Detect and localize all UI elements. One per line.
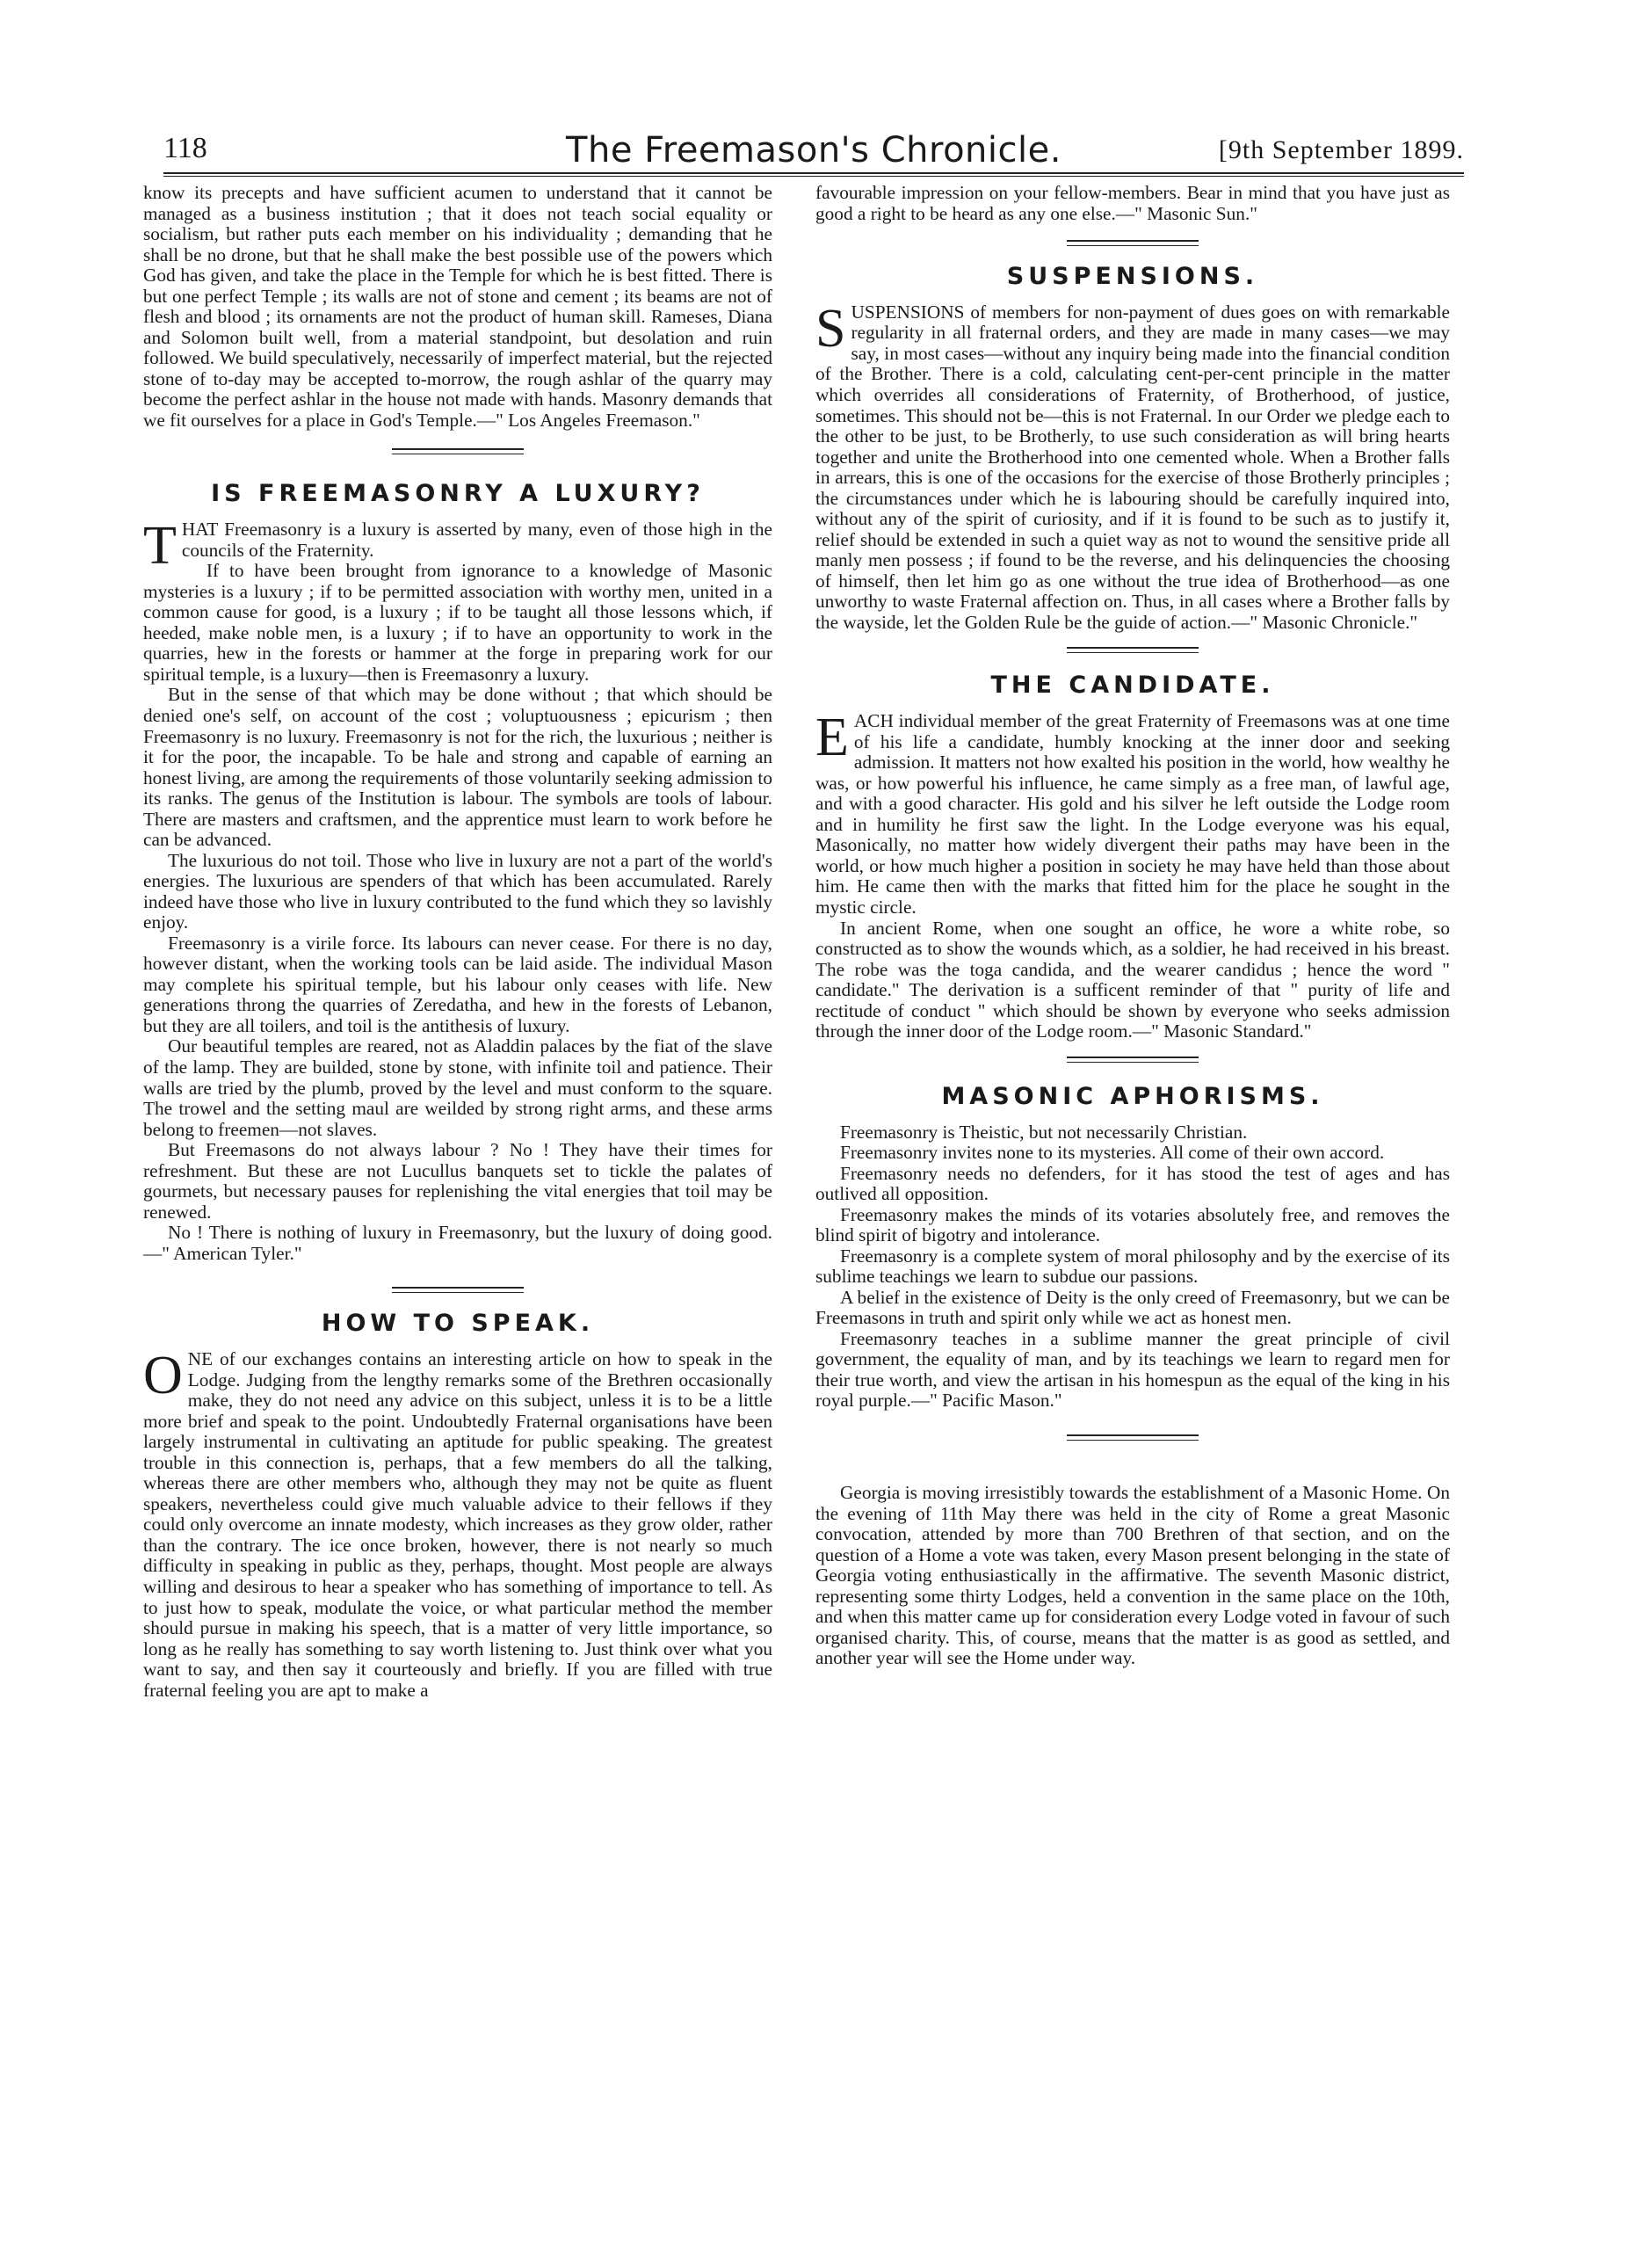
paragraph: But Freemasons do not always labour ? No ! They have their times for refreshment. But these are not Lucullus banquets set to tickle the palates of gourmets, but necessary pauses for replenishing the vital energies that toil may be renewed.	[143, 1139, 772, 1223]
heading-suspensions: SUSPENSIONS.	[1006, 263, 1259, 291]
paragraph: No ! There is nothing of luxury in Freemasonry, but the luxury of doing good.—" American Tyler."	[143, 1222, 772, 1264]
journal-title: The Freemason's Chronicle.	[566, 130, 1061, 171]
aphorism: A belief in the existence of Deity is the only creed of Freemasonry, but we can be Freemasons in truth and spirit only while we act as honest men.	[815, 1286, 1450, 1329]
paragraph: But in the sense of that which may be done without ; that which should be denied one's self, on account of the cost ; voluptuousness ; epicurism ; then Freemasonry is no luxury. Freemasonry is not for the rich, the luxurious ; neither is it for the poor, the incapable. To be hale and strong and capable of earning an honest living, are among the requirements of those voluntarily seeking admission to its ranks. The genus of the Institution is labour. The symbols are tools of labour. There are masters and craftsmen, and the apprentice must learn to work before he can be advanced.	[143, 684, 772, 851]
drop-cap: O	[143, 1346, 183, 1406]
paragraph: USPENSIONS of members for non-payment of dues goes on with remarkable regularity in all fraternal orders, and they are made in many cases—we may say, in most cases—without any inquiry being made into the financial condition of the Brother. There is a cold, calculating cent-per-cent principle in the matter which overrides all considerations of Fraternity, of Brotherhood, of justice, sometimes. This should not be—this is not Fraternal. In our Order we pledge each to the other to be just, to be Brotherly, to use such consideration as will bring hearts together and unite the Brotherhood into one cemented whole. When a Brother falls in arrears, this is one of the occasions for the exercise of those Brotherly principles ; the circumstances under which he is labouring should be carefully inquired into, without any of the spirit of curiosity, and if it is found to be such as to justify it, relief should be extended in such a quiet way as not to wound the sensitive pride all manly men possess ; if found to be the reverse, and his delinquencies the choosing of himself, then let him go as one without the true idea of Brotherhood—as one unworthy to waste Fraternal affection on. Thus, in all cases where a Brother falls by the wayside, let the Golden Rule be the guide of action.—" Masonic Chronicle."	[815, 301, 1450, 633]
header-rule	[163, 172, 1464, 174]
heading-freemasonry-luxury: IS FREEMASONRY A LUXURY?	[211, 480, 705, 508]
paragraph: Our beautiful temples are reared, not as Aladdin palaces by the fiat of the slave of the lamp. They are builded, stone by stone, with infinite toil and patience. Their walls are tried by the plumb, proved by the level and must conform to the square. The trowel and the setting maul are weilded by strong right arms, and these arms belong to freemen—not slaves.	[143, 1035, 772, 1140]
section-divider	[1067, 1057, 1199, 1063]
section-divider	[392, 1287, 524, 1293]
paragraph: In ancient Rome, when one sought an office, he wore a white robe, so constructed as to show the wounds which, as a soldier, he had received in his breast. The robe was the toga candida, and the wearer candidus ; hence the word " candidate." The derivation is a sufficent reminder of that " purity of life and rectitude of conduct " which should be shown by everyone who seeks admission through the inner door of the Lodge room.—" Masonic Standard."	[815, 917, 1450, 1042]
aphorism: Freemasonry invites none to its mysteries. All come of their own accord.	[840, 1142, 1385, 1164]
paragraph: NE of our exchanges contains an interesting article on how to speak in the Lodge. Judging from the lengthy remarks some of the Brethren occasionally make, they do not need any advice on this subject, unless it is to be a little more brief and speak to the point. Undoubtedly Fraternal organisations have been largely instrumental in cultivating an aptitude for public speaking. The greatest trouble in this connection is, perhaps, that a few members do all the talking, whereas there are other members who, although they may not be quite as fluent speakers, nevertheless could give much valuable advice to their fellows if they could only overcome an innate modesty, which increases as they grow older, rather than the contrary. The ice once broken, however, there is not nearly so much difficulty in speaking in public as they, perhaps, thought. Most people are always willing and desirous to hear a speaker who has something of importance to tell. As to just how to speak, modulate the voice, or what particular method the member should pursue in making his speech, that is a matter of very little importance, so long as he really has something to say worth listening to. Just think over what you want to say, and then say it courteously and briefly. If you are filled with true fraternal feeling you are apt to make a	[143, 1348, 772, 1701]
paragraph: If to have been brought from ignorance to a knowledge of Masonic mysteries is a luxury ; if to be permitted association with worthy men, united in a common cause for good, is a luxury ; if to be taught all those lessons which, if heeded, make noble men, is a luxury ; if to have an opportunity to work in the quarries, hew in the forests or hammer at the forge in preparing work for our spiritual temple, is a luxury—then is Freemasonry a luxury.	[143, 560, 772, 685]
drop-cap: E	[815, 708, 849, 768]
header-rule-thin	[163, 176, 1464, 177]
paragraph: The luxurious do not toil. Those who live in luxury are not a part of the world's energies. The luxurious are spenders of that which has been accumulated. Rarely indeed have those who live in luxury contributed to the fund which they so lavishly enjoy.	[143, 849, 772, 933]
paragraph-georgia-home: Georgia is moving irresistibly towards the establishment of a Masonic Home. On the evening of 11th May there was held in the city of Rome a great Masonic convocation, attended by more than 700 Brethren of that section, and on the question of a Home a vote was taken, every Mason present belonging in the state of Georgia voting enthusiastically in the affirmative. The seventh Masonic district, representing some thirty Lodges, held a convention in the same place on the 10th, and when this matter came up for consideration every Lodge voted in favour of such organised charity. This, of course, means that the matter is as good as settled, and another year will see the Home under way.	[815, 1481, 1450, 1669]
paragraph: Freemasonry is a virile force. Its labours can never cease. For there is no day, however distant, when the working tools can be laid aside. The individual Mason may complete his spiritual temple, but his labour only ceases with life. New generations throng the quarries of Zeredatha, and hew in the forests of Lebanon, but they are all toilers, and toil is the antithesis of luxury.	[143, 932, 772, 1036]
section-divider	[1067, 647, 1199, 653]
heading-the-candidate: THE CANDIDATE.	[990, 672, 1275, 700]
left-column	[143, 183, 772, 1701]
aphorism: Freemasonry is Theistic, but not necessarily Christian.	[840, 1121, 1248, 1143]
right-column	[815, 183, 1450, 1669]
article-continuation: favourable impression on your fellow-members. Bear in mind that you have just as good a right to be heard as any one else.—" Masonic Sun."	[815, 182, 1450, 224]
paragraph: ACH individual member of the great Fraternity of Freemasons was at one time of his life a candidate, humbly knocking at the inner door and seeking admission. It matters not how exalted his position in the world, how wealthy he was, or how powerful his influence, he came simply as a free man, of lawful age, and with a good character. His gold and his silver he left outside the Lodge room and in humility he first saw the light. In the Lodge everyone was his equal, Masonically, no matter how widely divergent their paths may have been in the world, or how much higher a position in society he may have held than those about him. He came then with the marks that fitted him for the place he sought in the mystic circle.	[815, 710, 1450, 918]
article-continuation: know its precepts and have sufficient acumen to understand that it cannot be managed as a business institution ; that it does not teach social equality or socialism, but rather puts each member on his individuality ; demanding that he shall be no drone, but that he shall make the best possible use of the powers which God has given, and take the place in the Temple for which he is best fitted. There is but one perfect Temple ; its walls are not of stone and cement ; its beams are not of flesh and blood ; its ornaments are not the product of human skill. Rameses, Diana and Solomon built well, from a material standpoint, but desolation and ruin followed. We build speculatively, necessarily of imperfect material, but the rejected stone of to-day may be accepted to-morrow, the rough ashlar of the quarry may become the perfect ashlar in the house not made with hands. Masonry demands that we fit ourselves for a place in God's Temple.—" Los Angeles Freemason."	[143, 182, 772, 431]
paragraph: HAT Freemasonry is a luxury is asserted by many, even of those high in the councils of the Fraternity.	[181, 519, 772, 561]
aphorism: Freemasonry teaches in a sublime manner the great principle of civil government, the equality of man, and by its teachings we learn to regard men for their true worth, and view the artisan in his homespun as the equal of the king in his royal purple.—" Pacific Mason."	[815, 1327, 1450, 1412]
heading-masonic-aphorisms: MASONIC APHORISMS.	[941, 1082, 1324, 1110]
section-divider	[392, 448, 524, 454]
page-header	[163, 132, 1464, 176]
drop-cap: S	[815, 298, 846, 359]
section-divider	[1067, 240, 1199, 246]
heading-how-to-speak: HOW TO SPEAK.	[321, 1310, 595, 1338]
drop-cap: T	[143, 516, 177, 577]
aphorism: Freemasonry is a complete system of moral philosophy and by the exercise of its sublime teachings we learn to subdue our passions.	[815, 1245, 1450, 1288]
issue-date: [9th September 1899.	[1218, 135, 1464, 164]
aphorism: Freemasonry needs no defenders, for it has stood the test of ages and has outlived all opposition.	[815, 1162, 1450, 1205]
section-divider	[1067, 1434, 1199, 1441]
aphorism: Freemasonry makes the minds of its votaries absolutely free, and removes the blind spirit of bigotry and intolerance.	[815, 1203, 1450, 1246]
page-number: 118	[163, 132, 207, 164]
